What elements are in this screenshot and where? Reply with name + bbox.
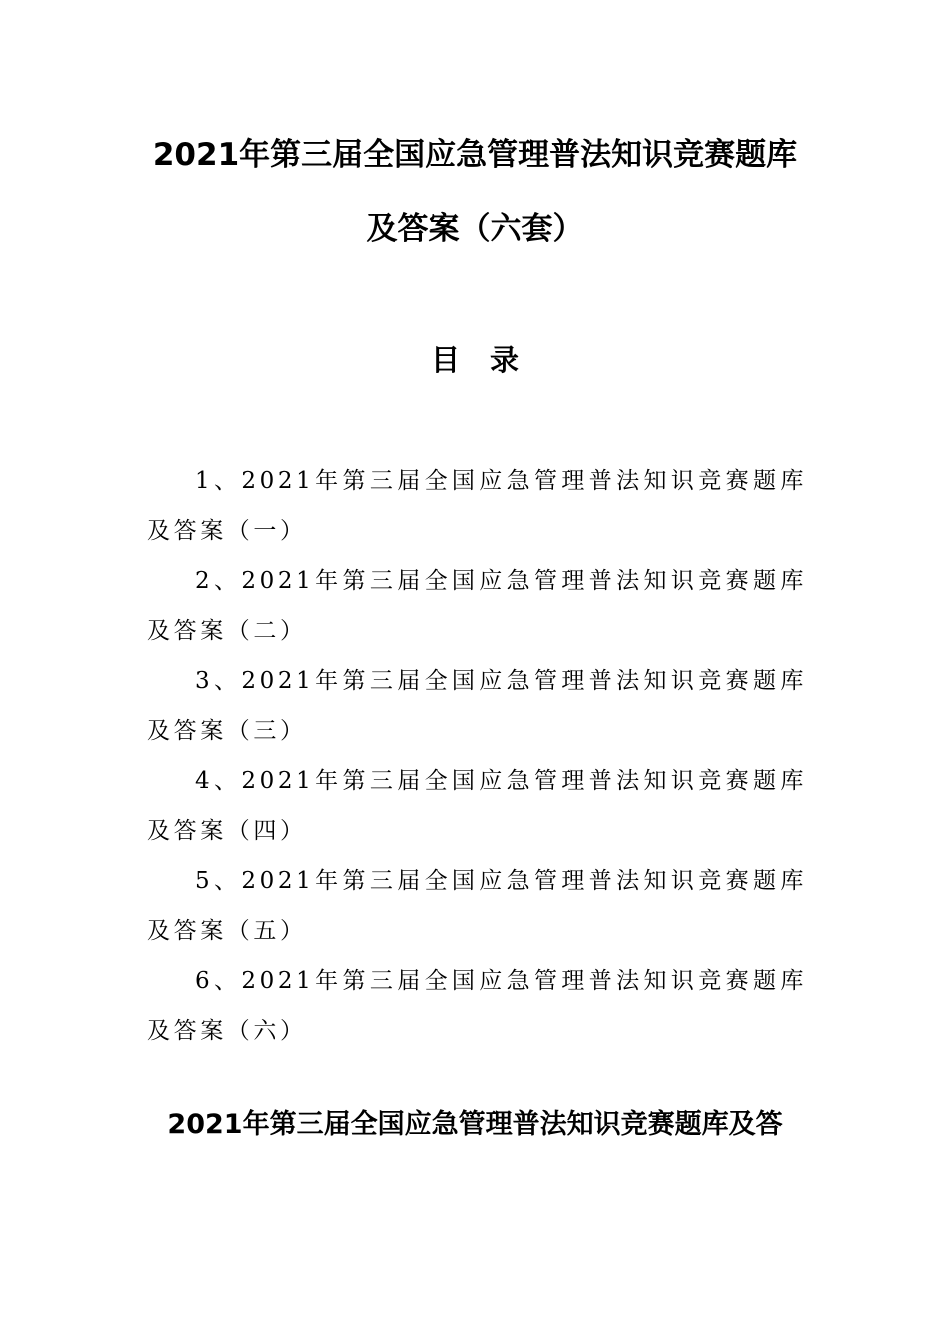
document-title-line-2: 及答案（六套） (366, 211, 584, 247)
table-of-contents (147, 456, 807, 1056)
toc-heading: 目录 (430, 343, 549, 377)
toc-item-5[interactable]: 5、2021年第三届全国应急管理普法知识竞赛题库及答案（五） (147, 868, 807, 944)
toc-item-2[interactable]: 2、2021年第三届全国应急管理普法知识竞赛题库及答案（二） (147, 568, 807, 644)
toc-item-6[interactable]: 6、2021年第三届全国应急管理普法知识竞赛题库及答案（六） (147, 968, 807, 1044)
document-title-line-1: 2021年第三届全国应急管理普法知识竞赛题库 (152, 137, 798, 173)
toc-item-1[interactable]: 1、2021年第三届全国应急管理普法知识竞赛题库及答案（一） (147, 468, 807, 544)
toc-item-4[interactable]: 4、2021年第三届全国应急管理普法知识竞赛题库及答案（四） (147, 768, 807, 844)
section-title: 2021年第三届全国应急管理普法知识竞赛题库及答 (167, 1109, 783, 1140)
toc-item-3[interactable]: 3、2021年第三届全国应急管理普法知识竞赛题库及答案（三） (147, 668, 807, 744)
